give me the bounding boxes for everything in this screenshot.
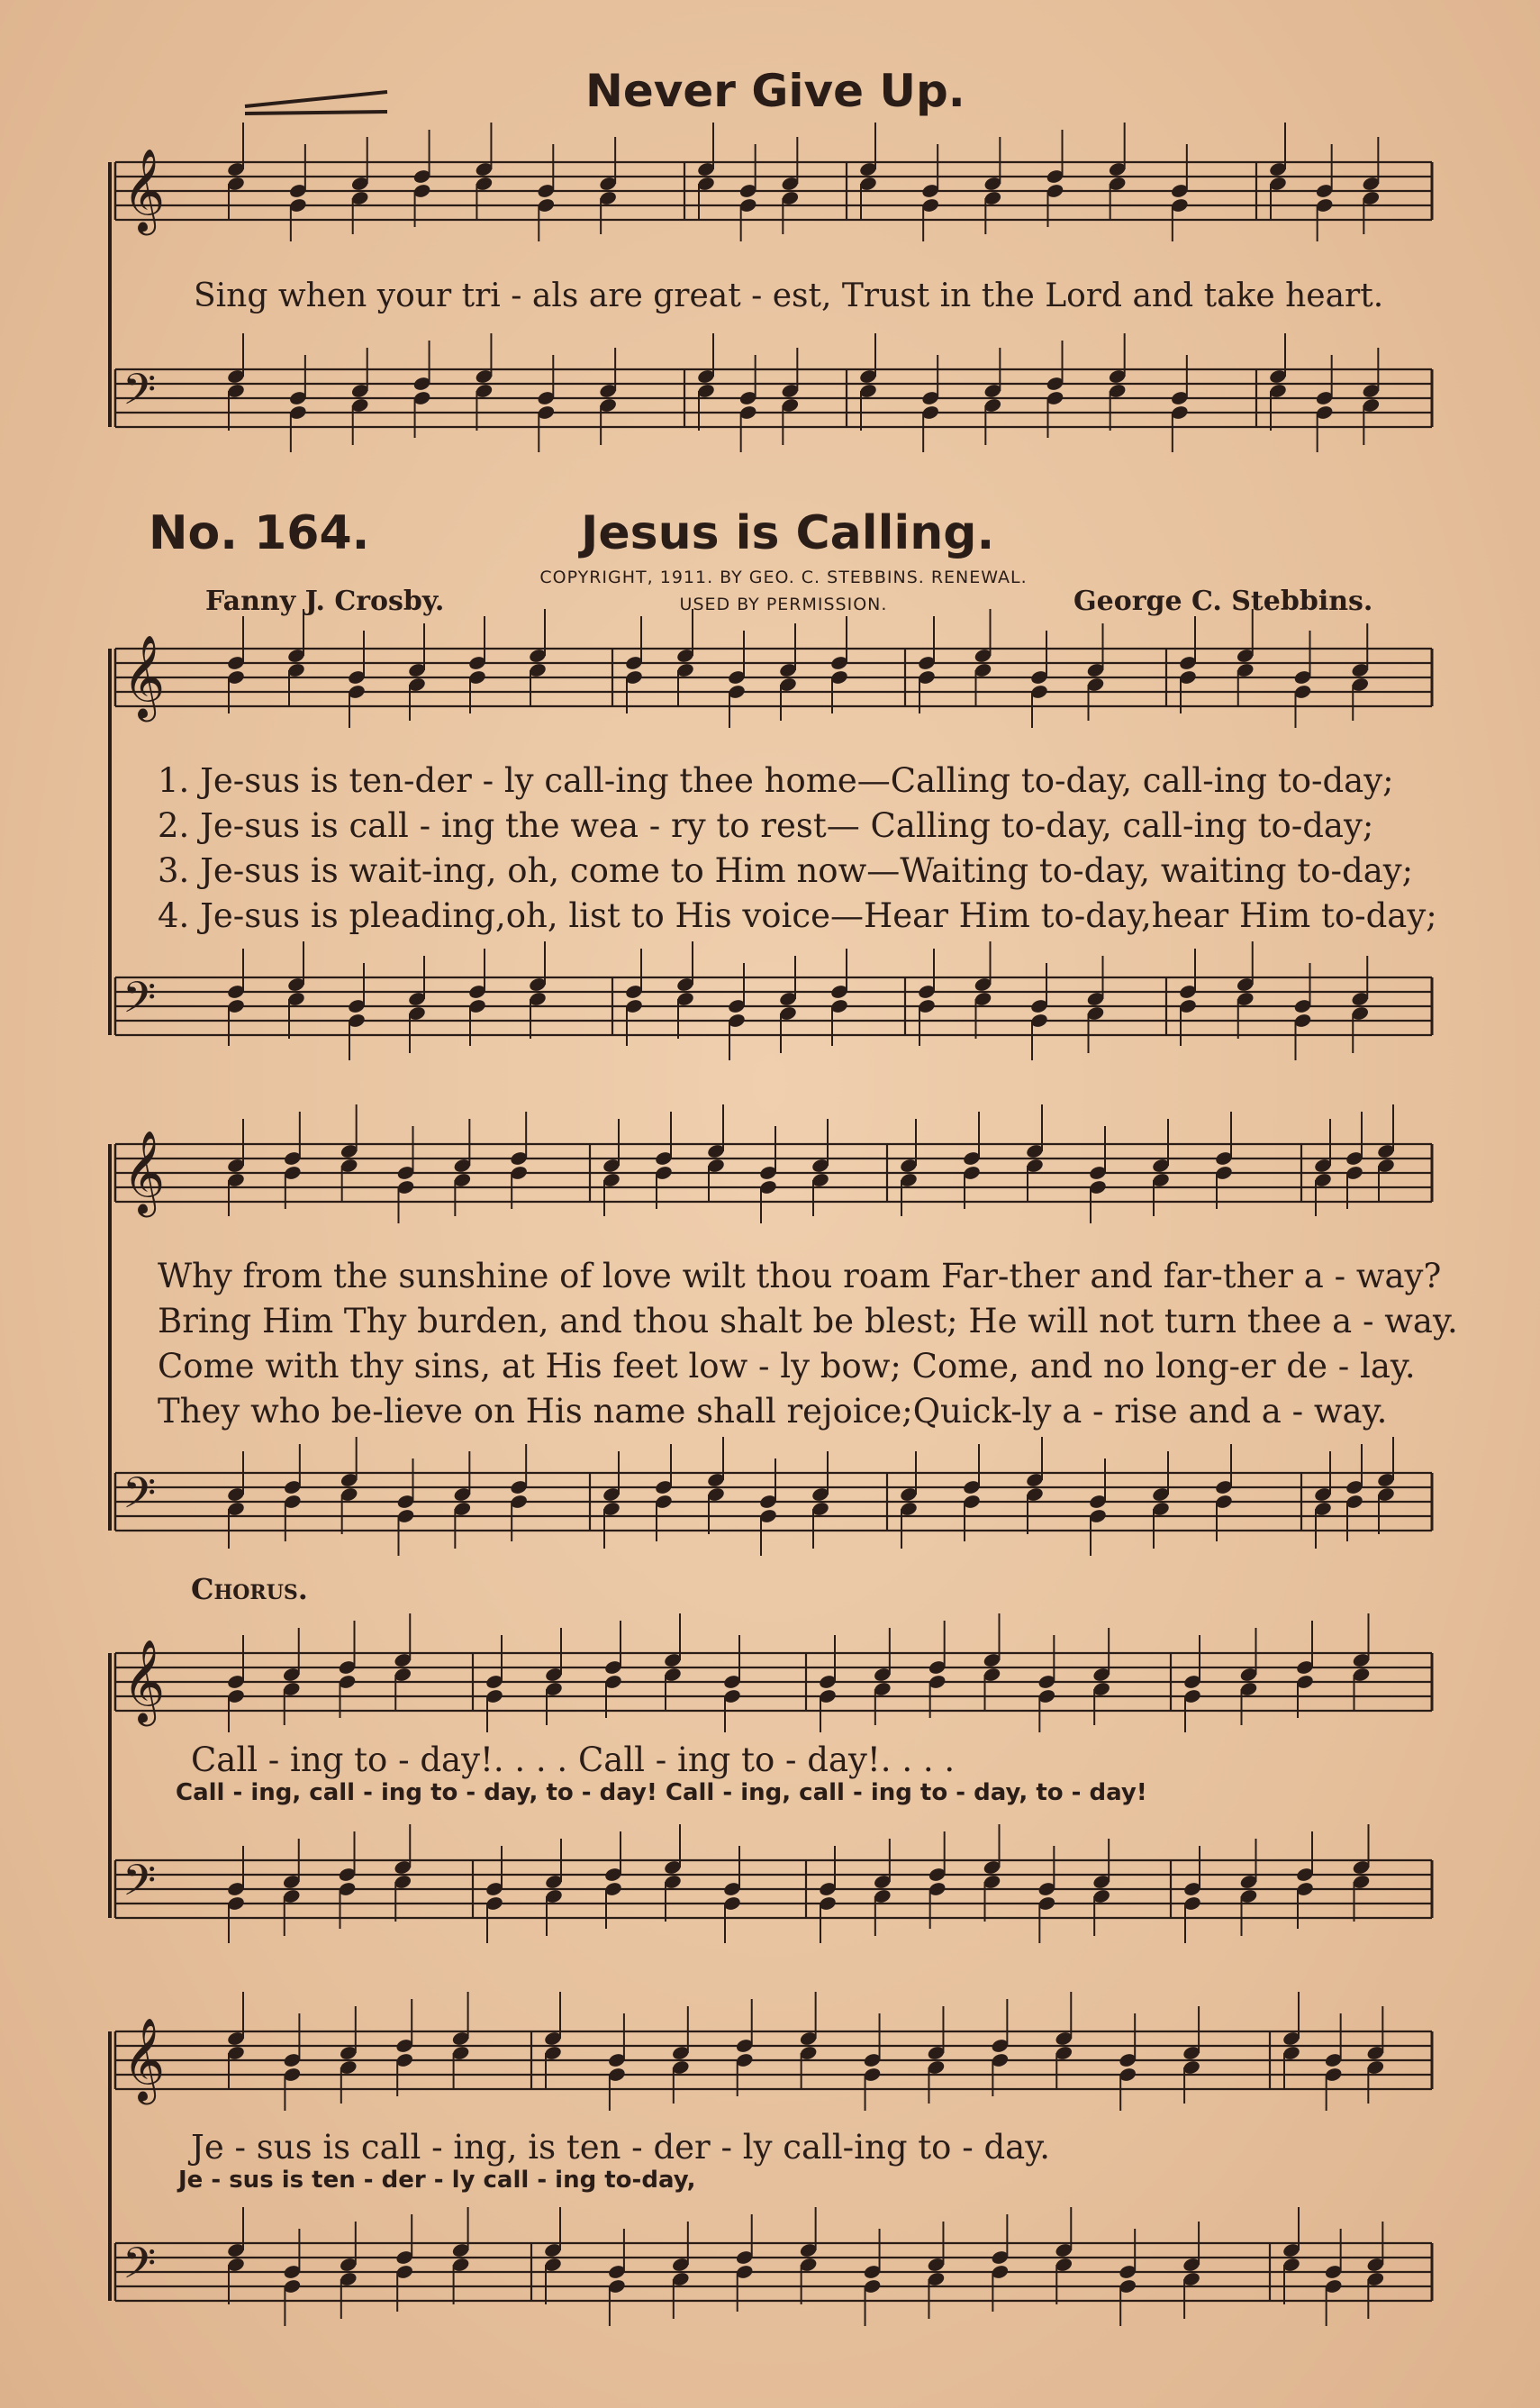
verse-3-line-a: 3. Je-sus is wait-ing, oh, come to Him now—Waiting to-day, waiting to-day;: [158, 851, 1414, 890]
chorus-label: Chorus.: [191, 1572, 308, 1606]
svg-text:𝄞: 𝄞: [122, 634, 166, 718]
permission-notice: USED BY PERMISSION.: [679, 595, 888, 614]
lyricist-credit: Fanny J. Crosby.: [205, 586, 445, 617]
verse-2-line-a: 2. Je-sus is call - ing the wea - ry to rest— Calling to-day, call-ing to-day;: [158, 806, 1374, 845]
copyright-notice: COPYRIGHT, 1911. BY GEO. C. STEBBINS. RENEWAL.: [539, 568, 1028, 587]
composer-credit: George C. Stebbins.: [1073, 586, 1373, 617]
chorus-line-2-alto: Je - sus is ten - der - ly call - ing to-day,: [178, 2167, 696, 2194]
svg-text:𝄢: 𝄢: [122, 972, 157, 1033]
svg-text:𝄞: 𝄞: [122, 2017, 166, 2101]
verse-3-line-b: Come with thy sins, at His feet low - ly bow; Come, and no long-er de - lay.: [158, 1347, 1416, 1386]
svg-text:𝄞: 𝄞: [122, 148, 166, 232]
svg-text:𝄞: 𝄞: [122, 1130, 166, 1213]
svg-text:𝄢: 𝄢: [122, 2238, 157, 2299]
verse-1-line-a: 1. Je-sus is ten-der - ly call-ing thee home—Calling to-day, call-ing to-day;: [158, 761, 1394, 800]
svg-text:𝄞: 𝄞: [122, 1639, 166, 1722]
verse-2-line-b: Bring Him Thy burden, and thou shalt be blest; He will not turn thee a - way.: [158, 1302, 1458, 1340]
svg-text:𝄢: 𝄢: [122, 364, 157, 425]
prev-hymn-title: Never Give Up.: [585, 65, 965, 117]
verse-4-line-b: They who be-lieve on His name shall rejoice;Quick-ly a - rise and a - way.: [158, 1392, 1388, 1431]
chorus-line-1: Call - ing to - day!. . . . Call - ing to - day!. . . .: [191, 1740, 956, 1779]
prev-hymn-lyrics: Sing when your tri - als are great - est, Trust in the Lord and take heart.: [194, 277, 1384, 314]
chorus-line-1-alto: Call - ing, call - ing to - day, to - day! Call - ing, call - ing to - day, to - day!: [176, 1779, 1147, 1806]
verse-4-line-a: 4. Je-sus is pleading,oh, list to His voice—Hear Him to-day,hear Him to-day;: [158, 896, 1437, 935]
svg-text:𝄢: 𝄢: [122, 1855, 157, 1916]
hymn-title: Jesus is Calling.: [581, 506, 995, 560]
svg-text:𝄢: 𝄢: [122, 1468, 157, 1529]
hymn-number: No. 164.: [149, 506, 370, 560]
verse-1-line-b: Why from the sunshine of love wilt thou roam Far-ther and far-ther a - way?: [158, 1257, 1442, 1295]
chorus-line-2: Je - sus is call - ing, is ten - der - ly call-ing to - day.: [191, 2128, 1050, 2167]
